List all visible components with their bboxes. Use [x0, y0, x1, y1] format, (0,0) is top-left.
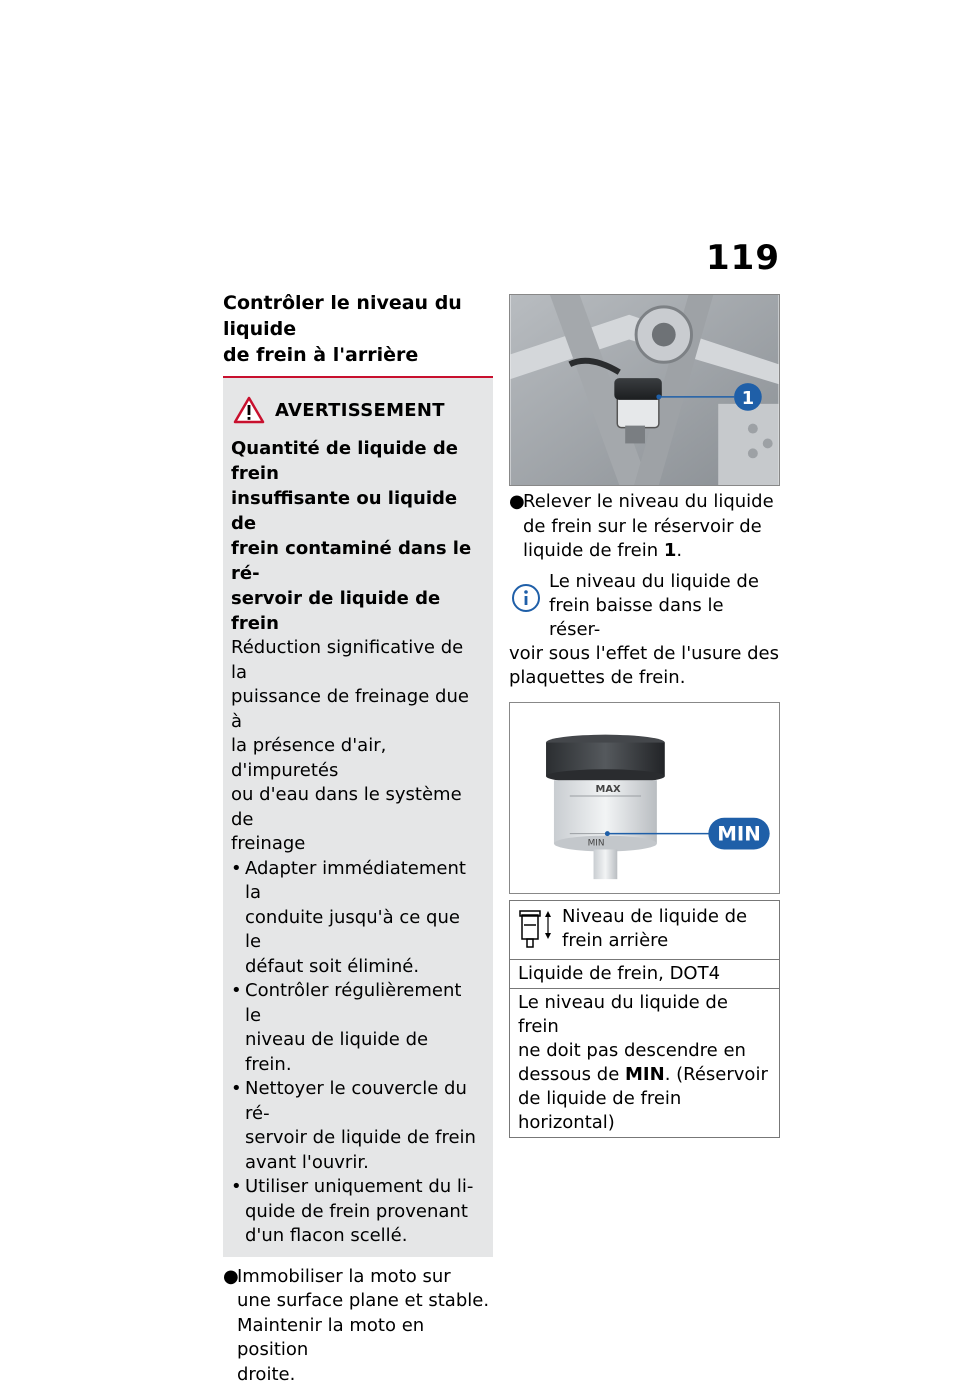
spec-text: . (Réservoir [665, 1064, 768, 1085]
warning-consequence-line: la présence d'air, d'impuretés [231, 734, 479, 783]
warning-consequence-line: puissance de freinage due à [231, 685, 479, 734]
warning-consequence-line: freinage [231, 832, 479, 857]
warning-header [233, 396, 479, 424]
spec-heading-line: frein arrière [562, 929, 747, 953]
warning-consequence-line: ou d'eau dans le système de [231, 783, 479, 832]
bullet-line: défaut soit éliminé. [245, 955, 479, 980]
step-text: . [676, 540, 682, 561]
min-mark-label: MIN [588, 838, 605, 848]
photo-callout-number: 1 [742, 388, 754, 409]
step-text: liquide de frein [523, 540, 664, 561]
warning-bullet [231, 857, 479, 980]
warning-bullet [231, 1077, 479, 1175]
bullet-line: Contrôler régulièrement le [245, 979, 479, 1028]
spec-fluid-type: Liquide de frein, DOT4 [510, 960, 779, 989]
info-icon [509, 574, 549, 620]
section-title-line: de frein à l'arrière [223, 342, 493, 368]
step-dot-icon: ● [223, 1265, 237, 1387]
spec-line [518, 1063, 771, 1087]
spec-level-requirement [510, 989, 779, 1137]
info-line: voir sous l'effet de l'usure des [509, 642, 780, 666]
step-line: Relever le niveau du liquide [523, 490, 774, 515]
warning-hazard-line: Quantité de liquide de frein [231, 436, 479, 486]
bullet-line: servoir de liquide de frein [245, 1126, 479, 1151]
step-immobilize [223, 1265, 493, 1387]
step-line [523, 539, 774, 564]
section-title-line: Contrôler le niveau du liquide [223, 290, 493, 342]
warning-hazard-line: insuffisante ou liquide de [231, 486, 479, 536]
step-line: une surface plane et stable. [237, 1289, 493, 1314]
info-note [509, 570, 780, 690]
bullet-line: Adapter immédiatement la [245, 857, 479, 906]
warning-consequence [231, 636, 479, 857]
step-check-level [509, 490, 780, 564]
bullet-line: d'un flacon scellé. [245, 1224, 473, 1249]
info-note-top [509, 570, 780, 642]
info-line: frein baisse dans le réser- [549, 594, 780, 642]
bullet-dot-icon: • [231, 979, 245, 1077]
spec-min-label: MIN [625, 1064, 665, 1085]
brake-fluid-level-icon [516, 907, 556, 955]
section-title [223, 290, 493, 368]
warning-consequence-line: Réduction significative de la [231, 636, 479, 685]
warning-bullet [231, 1175, 479, 1249]
bullet-line: niveau de liquide de frein. [245, 1028, 479, 1077]
bullet-line: Nettoyer le couvercle du ré- [245, 1077, 479, 1126]
bullet-dot-icon: • [231, 1077, 245, 1175]
info-line: plaquettes de frein. [509, 666, 780, 690]
spec-header [510, 901, 779, 960]
page-number: 119 [700, 238, 780, 278]
warning-hazard [231, 436, 479, 636]
warning-box [223, 378, 493, 1257]
step-dot-icon: ● [509, 490, 523, 564]
bullet-line: avant l'ouvrir. [245, 1151, 479, 1176]
spec-line: ne doit pas descendre en [518, 1039, 771, 1063]
right-column [509, 294, 780, 1138]
spec-text: dessous de [518, 1064, 625, 1085]
bullet-line: Utiliser uniquement du li- [245, 1175, 473, 1200]
max-mark-label: MAX [596, 784, 621, 795]
left-column [223, 290, 493, 1387]
bullet-dot-icon: • [231, 1175, 245, 1249]
min-callout: MIN [717, 822, 761, 845]
spec-heading-line: Niveau de liquide de [562, 905, 747, 929]
step-line: de frein sur le réservoir de [523, 515, 774, 540]
step-ref-number: 1 [664, 540, 677, 561]
spec-line: de liquide de frein horizontal) [518, 1087, 771, 1135]
warning-bullet [231, 979, 479, 1077]
bullet-dot-icon: • [231, 857, 245, 980]
rear-brake-reservoir-photo [509, 294, 780, 486]
spec-table [509, 900, 780, 1138]
spec-line: Le niveau du liquide de frein [518, 991, 771, 1039]
step-line: droite. [237, 1363, 493, 1387]
step-line: Maintenir la moto en position [237, 1314, 493, 1363]
step-line: Immobiliser la moto sur [237, 1265, 493, 1290]
reservoir-min-max-photo [509, 702, 780, 894]
info-line: Le niveau du liquide de [549, 570, 780, 594]
warning-triangle-icon [233, 396, 265, 424]
bullet-line: quide de frein provenant [245, 1200, 473, 1225]
warning-heading: AVERTISSEMENT [275, 400, 445, 421]
bullet-line: conduite jusqu'à ce que le [245, 906, 479, 955]
warning-hazard-line: frein contaminé dans le ré- [231, 536, 479, 586]
warning-hazard-line: servoir de liquide de frein [231, 586, 479, 636]
